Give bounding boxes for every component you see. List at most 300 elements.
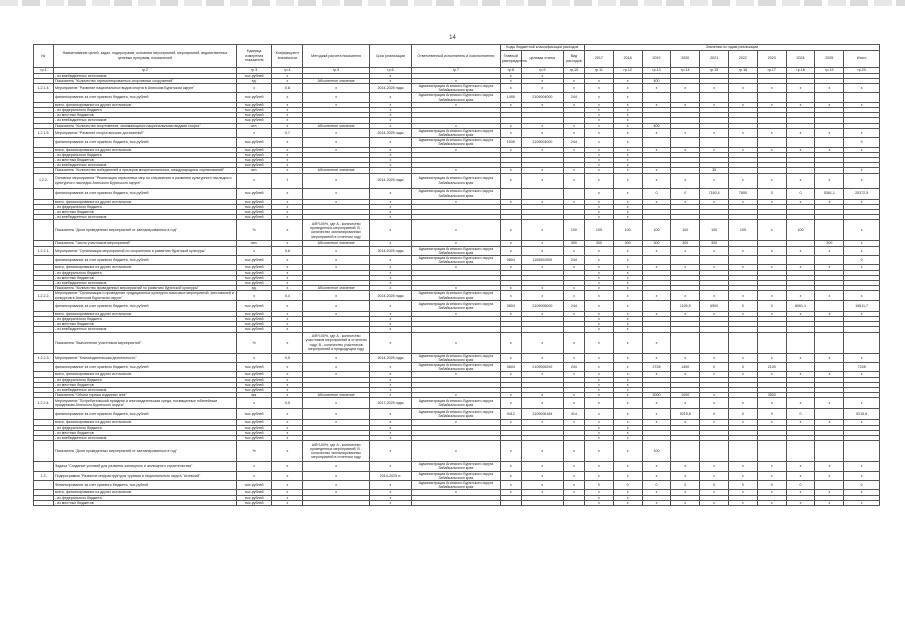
row-number-cell bbox=[34, 332, 54, 353]
coef-cell: x bbox=[272, 188, 303, 199]
year-value-cell: x bbox=[729, 398, 758, 409]
row-name-cell: финансирование за счет краевого бюджета, тыс.рублей bbox=[53, 93, 236, 102]
column-number-cell: гр.19 bbox=[815, 67, 844, 73]
column-number-cell: гр.4 bbox=[272, 67, 303, 73]
grbs-cell: x bbox=[500, 78, 521, 83]
table-row bbox=[34, 500, 880, 505]
coef-cell: x bbox=[272, 327, 303, 332]
target-article-cell: x bbox=[521, 220, 563, 241]
year-value-cell: x bbox=[584, 188, 613, 199]
program-table bbox=[33, 44, 880, 506]
year-value-cell: x bbox=[786, 128, 815, 137]
year-value-cell: x bbox=[815, 102, 844, 107]
period-cell: x bbox=[369, 220, 411, 241]
year-value-cell: x bbox=[584, 173, 613, 188]
method-cell: x bbox=[303, 481, 370, 490]
coef-cell: x bbox=[272, 157, 303, 162]
year-value-cell bbox=[815, 255, 844, 264]
period-cell: 2014-2025 годы bbox=[369, 291, 411, 300]
unit-cell: тыс.рублей bbox=[236, 420, 271, 425]
expense-type-cell: x bbox=[563, 353, 584, 362]
year-value-cell: x bbox=[757, 291, 786, 300]
unit-cell: x bbox=[236, 173, 271, 188]
grbs-cell: x bbox=[500, 393, 521, 398]
year-value-cell: x bbox=[757, 265, 786, 270]
coef-cell: x bbox=[272, 300, 303, 311]
grbs-cell: x bbox=[500, 173, 521, 188]
method-cell bbox=[303, 500, 370, 505]
year-value-cell bbox=[815, 93, 844, 102]
unit-cell: тыс.рублей bbox=[236, 430, 271, 435]
expense-type-cell: x bbox=[563, 332, 584, 353]
year-value-cell: 100 bbox=[786, 220, 815, 241]
column-number-cell: гр.17 bbox=[757, 67, 786, 73]
period-cell: x bbox=[369, 188, 411, 199]
year-value-cell: x bbox=[642, 500, 671, 505]
method-cell: x bbox=[303, 188, 370, 199]
year-value-cell: 0 bbox=[700, 409, 729, 420]
year-value-cell: x bbox=[584, 388, 613, 393]
year-value-cell: x bbox=[584, 168, 613, 173]
coef-cell: x bbox=[272, 275, 303, 280]
unit-cell: чел. bbox=[236, 123, 271, 128]
coef-cell: x bbox=[272, 377, 303, 382]
year-value-cell: x bbox=[642, 490, 671, 495]
year-value-cell: x bbox=[700, 490, 729, 495]
year-value-cell bbox=[786, 441, 815, 462]
year-value-cell: 0 bbox=[671, 481, 700, 490]
year-value-cell: x bbox=[584, 270, 613, 275]
expense-type-cell: 100 bbox=[563, 220, 584, 241]
year-value-cell: x bbox=[584, 436, 613, 441]
row-name-cell: - из внебюджетных источников bbox=[53, 281, 236, 286]
target-article-cell: x bbox=[521, 128, 563, 137]
year-value-cell: 35 bbox=[700, 168, 729, 173]
year-value-cell: x bbox=[700, 500, 729, 505]
unit-cell: тыс.рублей bbox=[236, 265, 271, 270]
executor-cell: Администрация Агинского Бурятского округа Забайкальского края bbox=[412, 255, 501, 264]
expense-type-cell: 244 bbox=[563, 93, 584, 102]
coef-cell: x bbox=[272, 270, 303, 275]
year-value-cell: x bbox=[584, 265, 613, 270]
coef-cell: x bbox=[272, 138, 303, 147]
table-row bbox=[34, 173, 880, 188]
method-cell: x bbox=[303, 300, 370, 311]
total-cell: 15611,7 bbox=[844, 300, 880, 311]
coef-cell: x bbox=[272, 265, 303, 270]
coef-cell: x bbox=[272, 382, 303, 387]
year-value-cell: x bbox=[584, 500, 613, 505]
expense-type-cell: x bbox=[563, 199, 584, 204]
total-cell: x bbox=[844, 265, 880, 270]
year-value-cell: x bbox=[613, 118, 642, 123]
year-value-cell: x bbox=[613, 147, 642, 152]
year-value-cell: x bbox=[642, 168, 671, 173]
table-row bbox=[34, 353, 880, 362]
col-header-no: № bbox=[34, 45, 54, 68]
row-name-cell: Показатель "Количество победителей и призеров межрегиональных, международных соревнований" bbox=[53, 168, 236, 173]
year-value-cell: x bbox=[786, 471, 815, 480]
target-article-cell: x bbox=[521, 265, 563, 270]
expense-type-cell: x bbox=[563, 398, 584, 409]
method-cell: A/B*100%, где A - количество проведенных мероприятий; B - количество запланированных мероприятий в отчетном году bbox=[303, 441, 370, 462]
year-value-cell: x bbox=[584, 441, 613, 462]
col-header-exec: Ответственный исполнитель и соисполнители bbox=[412, 45, 501, 68]
year-value-cell: x bbox=[613, 270, 642, 275]
year-value-cell: x bbox=[671, 500, 700, 505]
coef-cell: x bbox=[272, 425, 303, 430]
year-value-cell: x bbox=[671, 311, 700, 316]
row-name-cell: - из местных бюджетов bbox=[53, 430, 236, 435]
column-number-cell: гр.1 bbox=[34, 67, 54, 73]
expense-type-cell: x bbox=[563, 481, 584, 490]
row-name-cell: Показатель "Доля проведенных мероприятий от запланированных в год" bbox=[53, 441, 236, 462]
year-value-cell: x bbox=[642, 199, 671, 204]
year-value-cell bbox=[815, 300, 844, 311]
year-value-cell bbox=[757, 93, 786, 102]
unit-cell: тыс.рублей bbox=[236, 215, 271, 220]
year-value-cell: x bbox=[613, 128, 642, 137]
period-cell: x bbox=[369, 281, 411, 286]
year-value-cell: x bbox=[671, 246, 700, 255]
year-value-cell: x bbox=[584, 495, 613, 500]
year-value-cell: x bbox=[613, 215, 642, 220]
unit-cell: тыс.рублей bbox=[236, 275, 271, 280]
year-value-cell bbox=[729, 255, 758, 264]
period-cell: x bbox=[369, 372, 411, 377]
year-value-cell: x bbox=[671, 372, 700, 377]
year-value-cell: x bbox=[671, 471, 700, 480]
coef-cell: x bbox=[272, 286, 303, 291]
row-name-cell: всего, финансирование из других источников: bbox=[53, 102, 236, 107]
row-name-cell: Мероприятие "Потребительский праздник и книгоиздательская среда, посвященные юбилейным праздникам Агинского Бурятского округа" bbox=[53, 398, 236, 409]
expense-type-cell: x bbox=[563, 420, 584, 425]
coef-cell: x bbox=[272, 409, 303, 420]
year-value-cell bbox=[642, 300, 671, 311]
year-value-cell: x bbox=[700, 311, 729, 316]
row-name-cell: - из внебюджетных источников bbox=[53, 73, 236, 78]
grbs-cell: 0412 bbox=[500, 409, 521, 420]
target-article-cell: x bbox=[521, 372, 563, 377]
year-value-cell: x bbox=[642, 398, 671, 409]
year-value-cell: 0 bbox=[729, 300, 758, 311]
year-value-cell bbox=[729, 138, 758, 147]
total-cell: x bbox=[844, 102, 880, 107]
unit-cell: чел. bbox=[236, 168, 271, 173]
grbs-cell: x bbox=[500, 420, 521, 425]
target-article-cell: x bbox=[521, 291, 563, 300]
year-value-cell: x bbox=[642, 372, 671, 377]
unit-cell: тыс.рублей bbox=[236, 73, 271, 78]
year-value-cell: 300 bbox=[584, 241, 613, 246]
grbs-cell bbox=[500, 500, 521, 505]
year-value-cell: x bbox=[815, 147, 844, 152]
unit-cell: x bbox=[236, 462, 271, 471]
unit-cell: тыс.рублей bbox=[236, 163, 271, 168]
method-cell: x bbox=[303, 173, 370, 188]
unit-cell: тыс.рублей bbox=[236, 363, 271, 372]
year-value-cell: x bbox=[786, 398, 815, 409]
year-value-cell: x bbox=[757, 147, 786, 152]
table-row bbox=[34, 83, 880, 92]
year-value-cell: x bbox=[642, 102, 671, 107]
year-value-cell: x bbox=[757, 372, 786, 377]
row-number-cell bbox=[34, 93, 54, 102]
row-name-cell: финансирование за счет краевого бюджета, тыс.рублей bbox=[53, 188, 236, 199]
grbs-cell: 0804 bbox=[500, 255, 521, 264]
row-name-cell: Показатель "Количество спортсменов, занимающихся национальными видами спорта" bbox=[53, 123, 236, 128]
grbs-cell: x bbox=[500, 490, 521, 495]
year-value-cell: x bbox=[642, 311, 671, 316]
year-value-cell: x bbox=[757, 83, 786, 92]
year-value-cell: x bbox=[729, 372, 758, 377]
expense-type-cell: 244 bbox=[563, 363, 584, 372]
col-header-year: 2021 bbox=[700, 50, 729, 67]
year-value-cell: x bbox=[757, 471, 786, 480]
row-name-cell: Показатель "Количество проведенных мероприятий по развитию бурятской культуры" bbox=[53, 286, 236, 291]
year-value-cell: 2728 bbox=[642, 363, 671, 372]
coef-cell: x bbox=[272, 281, 303, 286]
expense-type-cell: x bbox=[563, 83, 584, 92]
year-value-cell bbox=[757, 255, 786, 264]
coef-cell: x bbox=[272, 255, 303, 264]
year-value-cell: x bbox=[729, 420, 758, 425]
year-value-cell: x bbox=[613, 281, 642, 286]
method-cell: x bbox=[303, 83, 370, 92]
year-value-cell: x bbox=[613, 275, 642, 280]
col-header-year: 2024 bbox=[786, 50, 815, 67]
unit-cell: тыс.рублей bbox=[236, 327, 271, 332]
year-value-cell bbox=[642, 138, 671, 147]
method-cell: x bbox=[303, 199, 370, 204]
row-number-cell: 1.3. bbox=[34, 471, 54, 480]
column-number-cell: гр.5 bbox=[303, 67, 370, 73]
expense-type-cell: x bbox=[563, 291, 584, 300]
year-value-cell: x bbox=[815, 420, 844, 425]
row-name-cell: Основное мероприятие "Реализация отраслевых мер по сохранению и развитию культурного наследия и культурного наследия Агинского Бурятского округа" bbox=[53, 173, 236, 188]
target-article-cell: x bbox=[521, 73, 563, 78]
year-value-cell: 100 bbox=[729, 220, 758, 241]
unit-cell: x bbox=[236, 83, 271, 92]
coef-cell: 0,7 bbox=[272, 128, 303, 137]
period-cell: x bbox=[369, 317, 411, 322]
method-cell: x bbox=[303, 372, 370, 377]
method-cell: Абсолютное значение bbox=[303, 286, 370, 291]
table-row bbox=[34, 441, 880, 462]
expense-type-cell: x bbox=[563, 490, 584, 495]
year-value-cell: x bbox=[584, 363, 613, 372]
year-value-cell bbox=[671, 138, 700, 147]
period-cell: x bbox=[369, 147, 411, 152]
year-value-cell: x bbox=[613, 500, 642, 505]
year-value-cell bbox=[757, 138, 786, 147]
expense-type-cell: x bbox=[563, 265, 584, 270]
coef-cell: 0,6 bbox=[272, 246, 303, 255]
grbs-cell: x bbox=[500, 311, 521, 316]
year-value-cell: x bbox=[613, 372, 642, 377]
column-number-cell: гр.14 bbox=[671, 67, 700, 73]
year-value-cell: x bbox=[729, 199, 758, 204]
year-value-cell bbox=[786, 363, 815, 372]
method-cell: Абсолютное значение bbox=[303, 78, 370, 83]
executor-cell: Администрация Агинского Бурятского округа Забайкальского края bbox=[412, 363, 501, 372]
executor-cell: x bbox=[412, 265, 501, 270]
row-name-cell: финансирование за счет краевого бюджета, тыс.рублей bbox=[53, 300, 236, 311]
target-article-cell: x bbox=[521, 481, 563, 490]
year-value-cell bbox=[700, 332, 729, 353]
row-number-cell bbox=[34, 441, 54, 462]
row-name-cell: всего, финансирование из других источников: bbox=[53, 199, 236, 204]
year-value-cell bbox=[700, 255, 729, 264]
coef-cell: x bbox=[272, 241, 303, 246]
year-value-cell: x bbox=[584, 409, 613, 420]
year-value-cell: x bbox=[757, 199, 786, 204]
period-cell: 2014-2025 годы bbox=[369, 173, 411, 188]
period-cell: x bbox=[369, 241, 411, 246]
unit-cell: тыс.рублей bbox=[236, 372, 271, 377]
column-number-cell: гр.15 bbox=[700, 67, 729, 73]
row-number-cell: 1.2.1.5. bbox=[34, 128, 54, 137]
year-value-cell bbox=[786, 93, 815, 102]
total-cell: x bbox=[844, 199, 880, 204]
expense-type-cell: x bbox=[563, 123, 584, 128]
coef-cell: x bbox=[272, 471, 303, 480]
method-cell: x bbox=[303, 265, 370, 270]
period-cell: x bbox=[369, 113, 411, 118]
period-cell: x bbox=[369, 332, 411, 353]
year-value-cell: x bbox=[700, 173, 729, 188]
target-article-cell: x bbox=[521, 78, 563, 83]
unit-cell: тыс.рублей bbox=[236, 204, 271, 209]
period-cell: x bbox=[369, 322, 411, 327]
coef-cell: x bbox=[272, 147, 303, 152]
coef-cell: 0,5 bbox=[272, 353, 303, 362]
year-value-cell: x bbox=[613, 113, 642, 118]
row-name-cell: - из внебюджетных источников bbox=[53, 388, 236, 393]
expense-type-cell: 244 bbox=[563, 138, 584, 147]
target-article-cell: x bbox=[521, 147, 563, 152]
year-value-cell: 0 bbox=[700, 363, 729, 372]
year-value-cell bbox=[671, 332, 700, 353]
year-value-cell: x bbox=[584, 311, 613, 316]
executor-cell: Администрация Агинского Бурятского округа Забайкальского края bbox=[412, 246, 501, 255]
year-value-cell: x bbox=[642, 291, 671, 300]
total-cell: x bbox=[844, 246, 880, 255]
total-cell: x bbox=[844, 147, 880, 152]
period-cell: 2014-2025 годы bbox=[369, 83, 411, 92]
executor-cell: x bbox=[412, 490, 501, 495]
col-header-year: 2023 bbox=[757, 50, 786, 67]
row-name-cell: - из федерального бюджета bbox=[53, 270, 236, 275]
year-value-cell: x bbox=[700, 471, 729, 480]
table-row bbox=[34, 363, 880, 372]
table-row bbox=[34, 409, 880, 420]
row-number-cell: 1.2.2.2. bbox=[34, 291, 54, 300]
coef-cell: x bbox=[272, 152, 303, 157]
grbs-cell: x bbox=[500, 147, 521, 152]
year-value-cell: x bbox=[757, 490, 786, 495]
year-value-cell: x bbox=[642, 409, 671, 420]
year-value-cell: x bbox=[613, 286, 642, 291]
coef-cell: 1 bbox=[272, 173, 303, 188]
column-number-cell: гр.18 bbox=[786, 67, 815, 73]
year-value-cell: x bbox=[584, 83, 613, 92]
row-name-cell: финансирование за счет краевого бюджета, тыс.рублей bbox=[53, 255, 236, 264]
year-value-cell: x bbox=[613, 409, 642, 420]
coef-cell: x bbox=[272, 322, 303, 327]
target-article-cell: 2109005000 bbox=[521, 300, 563, 311]
coef-cell: x bbox=[272, 311, 303, 316]
year-value-cell: x bbox=[584, 246, 613, 255]
grbs-cell: x bbox=[500, 265, 521, 270]
year-value-cell: 1400 bbox=[671, 363, 700, 372]
coef-cell: x bbox=[272, 209, 303, 214]
year-value-cell bbox=[700, 93, 729, 102]
year-value-cell: x bbox=[729, 471, 758, 480]
year-value-cell: x bbox=[729, 128, 758, 137]
year-value-cell: x bbox=[584, 291, 613, 300]
table-body bbox=[34, 73, 880, 506]
row-name-cell: - из внебюджетных источников bbox=[53, 118, 236, 123]
year-value-cell: x bbox=[584, 317, 613, 322]
expense-type-cell: x bbox=[563, 168, 584, 173]
col-header-years-label: Значения по годам реализации bbox=[584, 45, 879, 51]
period-cell: x bbox=[369, 462, 411, 471]
year-value-cell: x bbox=[786, 199, 815, 204]
total-cell: x bbox=[844, 173, 880, 188]
target-article-cell: x bbox=[521, 173, 563, 188]
executor-cell: Администрация Агинского Бурятского округа Забайкальского края bbox=[412, 353, 501, 362]
period-cell: x bbox=[369, 436, 411, 441]
year-value-cell: x bbox=[613, 327, 642, 332]
period-cell: x bbox=[369, 204, 411, 209]
target-article-cell: x bbox=[521, 441, 563, 462]
grbs-cell bbox=[500, 188, 521, 199]
coef-cell: x bbox=[272, 481, 303, 490]
year-value-cell: x bbox=[613, 430, 642, 435]
total-cell: x bbox=[844, 311, 880, 316]
year-value-cell: 0 bbox=[729, 481, 758, 490]
unit-cell: x bbox=[236, 398, 271, 409]
year-value-cell: x bbox=[671, 420, 700, 425]
year-value-cell: x bbox=[613, 471, 642, 480]
target-article-cell: x bbox=[521, 241, 563, 246]
table-row bbox=[34, 188, 880, 199]
grbs-cell: x bbox=[500, 168, 521, 173]
expense-type-cell: x bbox=[563, 286, 584, 291]
method-cell: x bbox=[303, 462, 370, 471]
col-header-year: 2018 bbox=[613, 50, 642, 67]
coef-cell: 0,5 bbox=[272, 398, 303, 409]
expense-type-cell: 300 bbox=[563, 241, 584, 246]
year-value-cell: 100 bbox=[671, 220, 700, 241]
target-article-cell: x bbox=[521, 353, 563, 362]
unit-cell: x bbox=[236, 128, 271, 137]
year-value-cell: x bbox=[613, 255, 642, 264]
column-number-cell: гр.8 bbox=[500, 67, 521, 73]
row-number-cell: 1.2.2.3. bbox=[34, 353, 54, 362]
period-cell: 2017-2025 годы bbox=[369, 398, 411, 409]
year-value-cell bbox=[815, 138, 844, 147]
unit-cell: экз. bbox=[236, 393, 271, 398]
year-value-cell: x bbox=[584, 327, 613, 332]
unit-cell: тыс.рублей bbox=[236, 311, 271, 316]
year-value-cell: x bbox=[613, 204, 642, 209]
row-number-cell: 1.2.2. bbox=[34, 173, 54, 188]
year-value-cell bbox=[815, 220, 844, 241]
row-name-cell: Мероприятие "Книгоиздательская деятельность" bbox=[53, 353, 236, 362]
total-cell: 20372,5 bbox=[844, 188, 880, 199]
